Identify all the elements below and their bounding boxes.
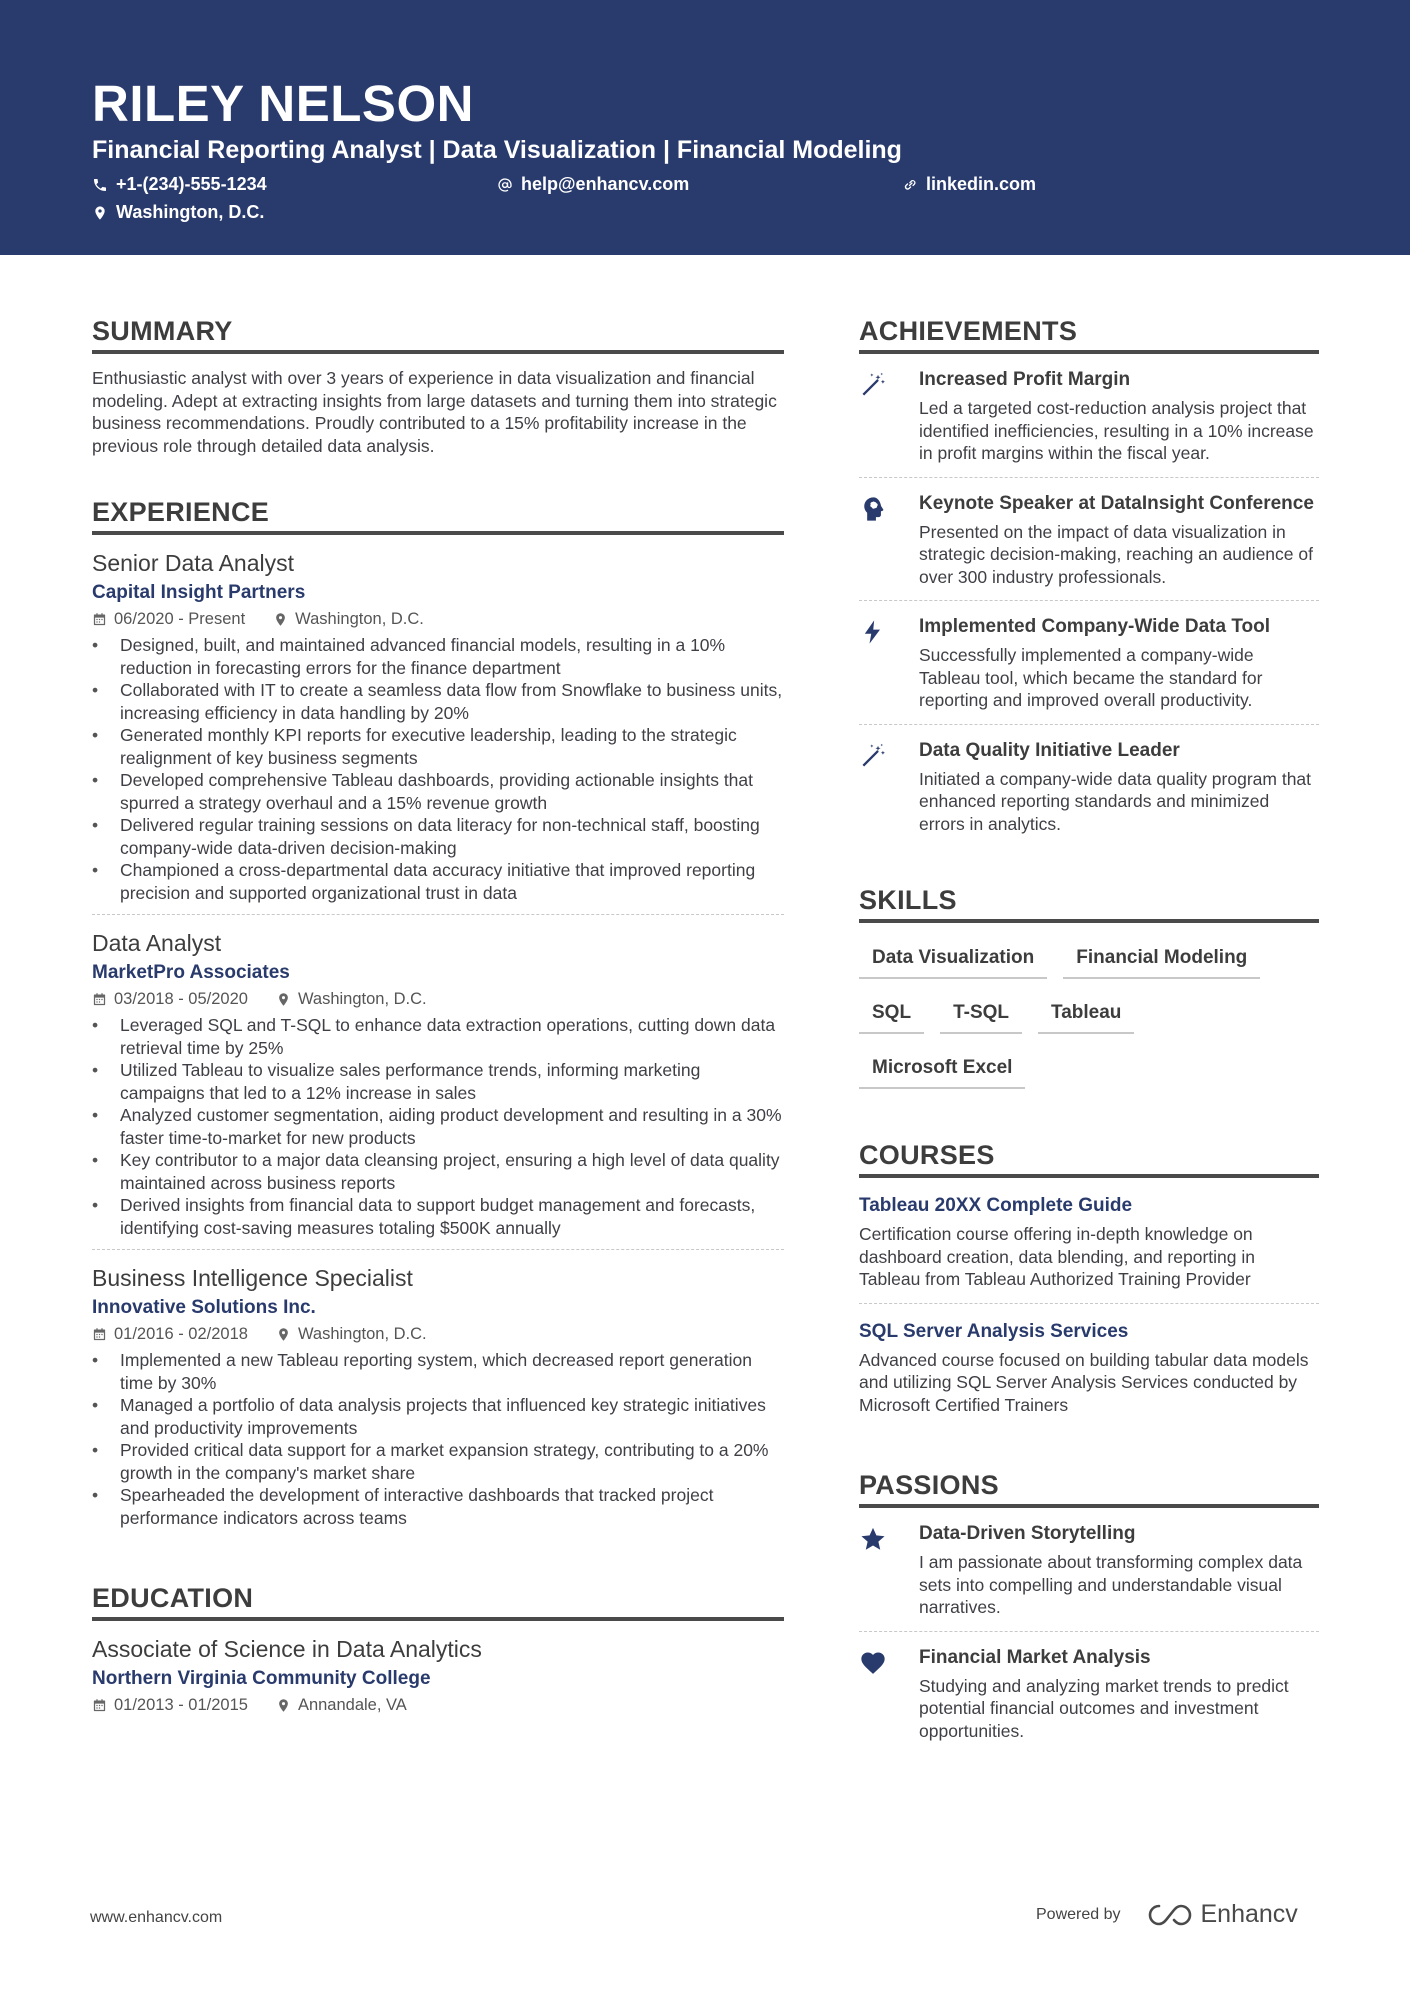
- achievement-icon-wrap: [859, 492, 919, 589]
- education-entry: [92, 1621, 784, 1726]
- course-title: SQL Server Analysis Services: [859, 1320, 1129, 1342]
- education-location-text: Annandale, VA: [297, 1696, 407, 1714]
- passion-title: Data-Driven Storytelling: [919, 1523, 1136, 1544]
- skill-tag: Financial Modeling: [1063, 941, 1260, 979]
- achievement-desc: Presented on the impact of data visualization in strategic decision-making, reaching an audience of over 300 industry professionals.: [919, 521, 1313, 587]
- footer-branding: [1036, 1900, 1298, 1929]
- company-name: Capital Insight Partners: [92, 582, 306, 603]
- passions-heading: PASSIONS: [859, 1470, 1319, 1508]
- job-location-text: Washington, D.C.: [295, 610, 424, 628]
- job-bullet: • Implemented a new Tableau reporting system, which decreased report generation time by 30%: [92, 1349, 784, 1394]
- location-pin-icon: [276, 992, 291, 1007]
- candidate-title: Financial Reporting Analyst | Data Visualization | Financial Modeling: [92, 136, 902, 164]
- education-dates: [92, 1694, 248, 1716]
- calendar-icon: [92, 1327, 107, 1342]
- summary-section: [92, 316, 784, 457]
- location-pin-icon: [276, 1698, 291, 1713]
- achievement-icon-wrap: [859, 739, 919, 836]
- course-desc: Advanced course focused on building tabular data models and utilizing SQL Server Analysis Services conducted by Microsoft Certified Trainers: [859, 1349, 1309, 1415]
- achievement-icon-wrap: [859, 615, 919, 712]
- passions-list: [859, 1508, 1319, 1754]
- achievements-heading: ACHIEVEMENTS: [859, 316, 1319, 354]
- school-name: Northern Virginia Community College: [92, 1668, 431, 1689]
- education-dates-text: 01/2013 - 01/2015: [114, 1696, 248, 1714]
- job-dates: [92, 988, 248, 1010]
- achievement-title: Data Quality Initiative Leader: [919, 739, 1180, 761]
- footer-website[interactable]: www.enhancv.com: [90, 1909, 223, 1926]
- job-bullets: [92, 634, 784, 904]
- job-meta: [92, 988, 784, 1010]
- passion-desc: Studying and analyzing market trends to predict potential financial outcomes and investment opportunities.: [919, 1675, 1289, 1741]
- job-location-text: Washington, D.C.: [297, 990, 427, 1008]
- job-bullet: • Utilized Tableau to visualize sales performance trends, informing marketing campaigns that led to a 12% increase in sales: [92, 1059, 784, 1104]
- job-bullet: • Provided critical data support for a market expansion strategy, contributing to a 20% growth in the company's market share: [92, 1439, 784, 1484]
- job-entry: [92, 915, 784, 1250]
- enhancv-brand-text: Enhancv: [1200, 1900, 1298, 1928]
- job-bullet: • Collaborated with IT to create a seamless data flow from Snowflake to business units, increasing efficiency in data handling by 20%: [92, 679, 784, 724]
- job-dates: [92, 608, 245, 630]
- link-icon: [902, 177, 918, 193]
- job-meta: [92, 1323, 784, 1345]
- job-bullet: • Generated monthly KPI reports for executive leadership, leading to the strategic realignment of key business segments: [92, 724, 784, 769]
- jobs-list: [92, 535, 784, 1539]
- courses-list: [859, 1178, 1319, 1428]
- summary-heading: SUMMARY: [92, 316, 784, 354]
- powered-by-text: Powered by: [1036, 1905, 1121, 1923]
- job-bullets: [92, 1349, 784, 1529]
- job-meta: [92, 608, 784, 630]
- passion-item: [859, 1632, 1319, 1755]
- magic-wand-icon: [859, 371, 887, 399]
- job-entry: [92, 535, 784, 915]
- job-bullets: [92, 1014, 784, 1239]
- heart-icon: [859, 1649, 887, 1677]
- left-column: [92, 316, 784, 1766]
- magic-wand-icon: [859, 742, 887, 770]
- course-item: [859, 1304, 1319, 1429]
- course-item: [859, 1178, 1319, 1304]
- job-location: [276, 988, 427, 1010]
- course-desc: Certification course offering in-depth knowledge on dashboard creation, data blending, and reporting in Tableau from Tableau Authorized Training Provider: [859, 1224, 1255, 1289]
- job-bullet: • Delivered regular training sessions on data literacy for non-technical staff, boosting company-wide data-driven decision-making: [92, 814, 784, 859]
- job-bullet: • Designed, built, and maintained advanced financial models, resulting in a 10% reduction in forecasting errors for the finance department: [92, 634, 784, 679]
- job-dates-text: 03/2018 - 05/2020: [114, 990, 248, 1008]
- achievement-title: Keynote Speaker at DataInsight Conference: [919, 492, 1314, 514]
- job-bullet: • Leveraged SQL and T-SQL to enhance data extraction operations, cutting down data retrieval time by 25%: [92, 1014, 784, 1059]
- job-bullet: • Developed comprehensive Tableau dashboards, providing actionable insights that spurred a strategy overhaul and a 15% revenue growth: [92, 769, 784, 814]
- skills-heading: SKILLS: [859, 885, 1319, 923]
- achievement-item: [859, 478, 1319, 602]
- passion-title: Financial Market Analysis: [919, 1646, 1151, 1668]
- location-pin-icon: [273, 612, 288, 627]
- course-title: Tableau 20XX Complete Guide: [859, 1195, 1133, 1216]
- job-bullet: • Managed a portfolio of data analysis projects that influenced key strategic initiatives and productivity improvements: [92, 1394, 784, 1439]
- linkedin-text: linkedin.com: [926, 174, 1037, 194]
- achievements-list: [859, 354, 1319, 847]
- achievement-desc: Initiated a company-wide data quality program that enhanced reporting standards and minimized errors in analytics.: [919, 768, 1312, 834]
- degree-title: Associate of Science in Data Analytics: [92, 1636, 482, 1662]
- job-dates-text: 06/2020 - Present: [114, 610, 246, 628]
- job-bullet: • Key contributor to a major data cleansing project, ensuring a high level of data quality maintained across business reports: [92, 1149, 784, 1194]
- location-text: Washington, D.C.: [116, 202, 265, 222]
- education-meta: [92, 1694, 784, 1716]
- contact-location: [92, 202, 264, 223]
- right-column: [859, 316, 1319, 1794]
- at-icon: [497, 177, 513, 193]
- job-entry: [92, 1250, 784, 1539]
- enhancv-logo[interactable]: [1147, 1900, 1298, 1929]
- job-title: Data Analyst: [92, 930, 222, 956]
- education-section: [92, 1583, 784, 1726]
- contact-email[interactable]: [497, 174, 689, 195]
- enhancv-logo-icon: [1147, 1902, 1193, 1928]
- company-name: MarketPro Associates: [92, 962, 290, 983]
- experience-section: [92, 497, 784, 1539]
- achievement-icon-wrap: [859, 368, 919, 465]
- email-text: help@enhancv.com: [521, 174, 690, 194]
- calendar-icon: [92, 612, 107, 627]
- job-location-text: Washington, D.C.: [297, 1325, 427, 1343]
- passion-desc: I am passionate about transforming complex data sets into compelling and understandable visual narratives.: [919, 1552, 1303, 1617]
- company-name: Innovative Solutions Inc.: [92, 1297, 316, 1318]
- job-bullet: • Analyzed customer segmentation, aiding product development and resulting in a 30% faster time-to-market for new products: [92, 1104, 784, 1149]
- courses-section: [859, 1140, 1319, 1428]
- contact-linkedin[interactable]: [902, 174, 1036, 195]
- location-pin-icon: [92, 205, 108, 221]
- achievement-item: [859, 601, 1319, 725]
- candidate-name: RILEY NELSON: [92, 75, 474, 132]
- calendar-icon: [92, 992, 107, 1007]
- job-bullet: • Championed a cross-departmental data accuracy initiative that improved reporting precision and supported organizational trust in data: [92, 859, 784, 904]
- job-title: Business Intelligence Specialist: [92, 1265, 413, 1291]
- job-dates: [92, 1323, 248, 1345]
- job-bullet: • Spearheaded the development of interactive dashboards that tracked project performance indicators across teams: [92, 1484, 784, 1529]
- location-pin-icon: [276, 1327, 291, 1342]
- job-title: Senior Data Analyst: [92, 550, 295, 576]
- skill-tag: Data Visualization: [859, 941, 1047, 979]
- phone-text: +1-(234)-555-1234: [116, 174, 267, 194]
- education-heading: EDUCATION: [92, 1583, 784, 1621]
- star-icon: [859, 1525, 887, 1553]
- resume-header: [0, 0, 1410, 255]
- job-bullet: • Derived insights from financial data to support budget management and forecasts, identifying cost-saving measures totaling $500K annually: [92, 1194, 784, 1239]
- skill-tag: Tableau: [1038, 996, 1134, 1034]
- achievement-desc: Successfully implemented a company-wide Tableau tool, which became the standard for reporting and improved overall productivity.: [919, 645, 1263, 710]
- job-dates-text: 01/2016 - 02/2018: [114, 1325, 248, 1343]
- passion-icon-wrap: [859, 1646, 919, 1743]
- experience-heading: EXPERIENCE: [92, 497, 784, 535]
- achievement-item: [859, 725, 1319, 848]
- skill-tag: Microsoft Excel: [859, 1051, 1025, 1089]
- achievements-section: [859, 316, 1319, 847]
- passions-section: [859, 1470, 1319, 1754]
- passion-icon-wrap: [859, 1522, 919, 1619]
- skill-tag: SQL: [859, 996, 924, 1034]
- skill-tag: T-SQL: [940, 996, 1022, 1034]
- skills-section: [859, 885, 1319, 1106]
- achievement-desc: Led a targeted cost-reduction analysis project that identified inefficiencies, resulting in a 10% increase in profit margins within the fiscal year.: [919, 398, 1314, 463]
- job-location: [276, 1323, 427, 1345]
- head-icon: [859, 495, 887, 523]
- achievement-title: Increased Profit Margin: [919, 369, 1131, 390]
- calendar-icon: [92, 1698, 107, 1713]
- phone-icon: [92, 177, 108, 193]
- education-location: [276, 1694, 407, 1716]
- bolt-icon: [859, 618, 887, 646]
- skills-list: [859, 941, 1319, 1106]
- contact-phone[interactable]: [92, 174, 267, 195]
- courses-heading: COURSES: [859, 1140, 1319, 1178]
- achievement-item: [859, 354, 1319, 478]
- passion-item: [859, 1508, 1319, 1632]
- job-location: [273, 608, 424, 630]
- achievement-title: Implemented Company-Wide Data Tool: [919, 616, 1271, 637]
- summary-text: Enthusiastic analyst with over 3 years of experience in data visualization and financial modeling. Adept at extracting insights from large datasets and turning them into strategic business recommendations. Proudly contributed to a 15% profitability increase in the previous role through detailed data analysis.: [92, 368, 777, 456]
